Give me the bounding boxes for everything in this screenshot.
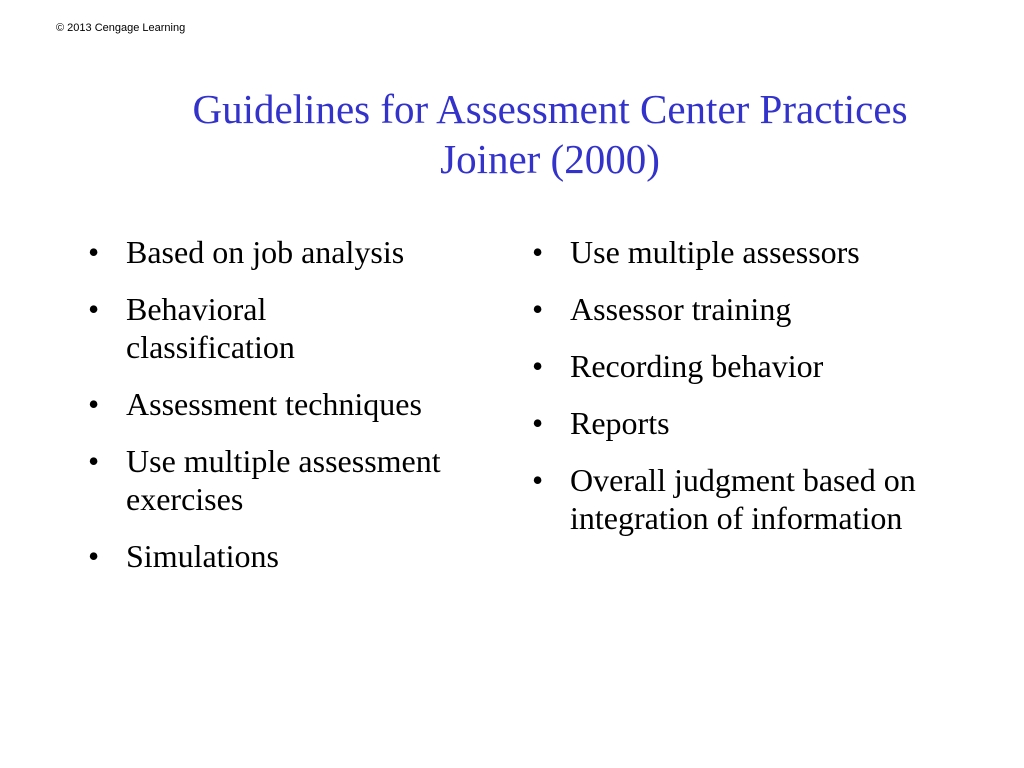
list-item bbox=[532, 404, 952, 442]
list-item bbox=[532, 290, 952, 328]
list-item bbox=[532, 461, 990, 537]
bullet-icon: • bbox=[88, 538, 100, 574]
bullet-icon: • bbox=[532, 462, 544, 498]
bullet-icon: • bbox=[532, 405, 544, 441]
left-bullet-list bbox=[88, 233, 508, 594]
list-item-text: Reports bbox=[570, 405, 670, 441]
list-item bbox=[88, 290, 386, 366]
right-bullet-list bbox=[532, 233, 952, 556]
list-item-text: Based on job analysis bbox=[126, 234, 405, 270]
bullet-icon: • bbox=[532, 234, 544, 270]
list-item-text: Recording behavior bbox=[570, 348, 824, 384]
list-item-text: Assessor training bbox=[570, 291, 792, 327]
slide-title-line-2: Joiner (2000) bbox=[440, 136, 660, 182]
list-item bbox=[88, 385, 508, 423]
slide-title-line-1: Guidelines for Assessment Center Practices bbox=[192, 86, 908, 132]
bullet-icon: • bbox=[532, 291, 544, 327]
slide-title bbox=[130, 84, 970, 184]
list-item-text: Use multiple assessment exercises bbox=[126, 443, 441, 517]
list-item bbox=[88, 537, 508, 575]
bullet-icon: • bbox=[88, 291, 100, 327]
list-item-text: Overall judgment based on integration of information bbox=[570, 462, 916, 536]
bullet-icon: • bbox=[88, 234, 100, 270]
list-item-text: Simulations bbox=[126, 538, 279, 574]
bullet-icon: • bbox=[532, 348, 544, 384]
list-item bbox=[532, 233, 952, 271]
list-item-text: Behavioral classification bbox=[126, 291, 295, 365]
list-item-text: Use multiple assessors bbox=[570, 234, 860, 270]
bullet-icon: • bbox=[88, 443, 100, 479]
list-item bbox=[88, 442, 506, 518]
list-item-text: Assessment techniques bbox=[126, 386, 422, 422]
bullet-icon: • bbox=[88, 386, 100, 422]
list-item bbox=[88, 233, 508, 271]
list-item bbox=[532, 347, 952, 385]
copyright-notice: © 2013 Cengage Learning bbox=[56, 22, 186, 34]
